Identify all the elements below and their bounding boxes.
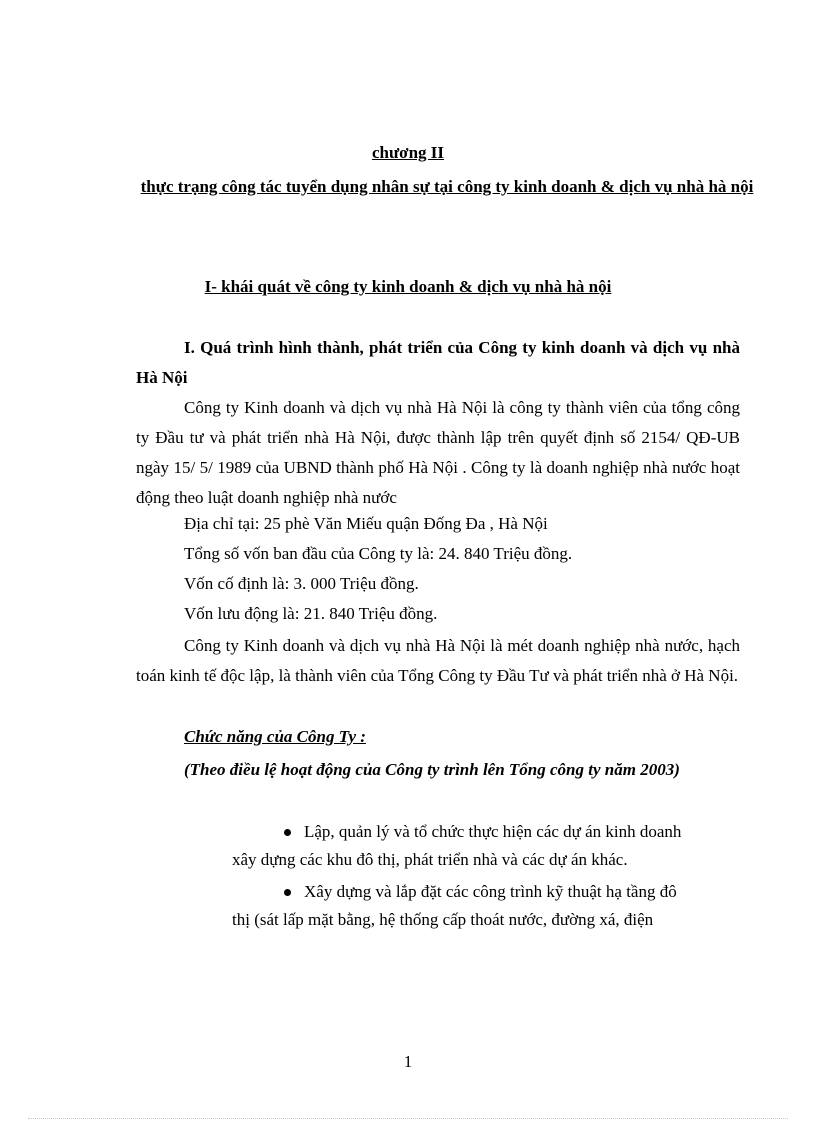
bullet-icon: [284, 829, 291, 836]
chapter-subtitle: thực trạng công tác tuyển dụng nhân sự tại công ty kinh doanh & dịch vụ nhà hà nội: [140, 177, 754, 196]
functions-heading: Chức năng của Công Ty :: [184, 727, 366, 746]
bullet-icon: [284, 889, 291, 896]
list-item-first-line: Lập, quản lý và tổ chức thực hiện các dự án kinh doanh: [304, 822, 682, 841]
list-item-first-line: Xây dựng và lắp đặt các công trình kỹ thuật hạ tầng đô: [304, 882, 677, 901]
page-divider: [28, 1118, 788, 1119]
chapter-label: chương II: [371, 143, 445, 162]
list-item: [232, 878, 740, 934]
address-line: Địa chỉ tại: 25 phè Văn Miếu quận Đống Đa , Hà Nội: [184, 514, 548, 533]
section-heading: I- khái quát về công ty kinh doanh & dịch vụ nhà hà nội: [204, 277, 612, 296]
charter-note: (Theo điều lệ hoạt động của Công ty trình lên Tổng công ty năm 2003): [184, 760, 680, 779]
list-item-continuation: thị (sát lấp mặt bằng, hệ thống cấp thoát nước, đường xá, điện: [232, 910, 654, 929]
list-item-continuation: xây dựng các khu đô thị, phát triển nhà và các dự án khác.: [232, 850, 628, 869]
capital-total-line: Tổng số vốn ban đầu của Công ty là: 24. 840 Triệu đồng.: [184, 544, 573, 563]
capital-working-line: Vốn lưu động là: 21. 840 Triệu đồng.: [184, 604, 438, 623]
status-paragraph: Công ty Kinh doanh và dịch vụ nhà Hà Nội là mét doanh nghiệp nhà nước, hạch toán kinh tế độc lập, là thành viên của Tổng Công ty Đầu Tư và phát triển nhà ở Hà Nội.: [136, 636, 740, 685]
subsection-title: I. Quá trình hình thành, phát triển của Công ty kinh doanh và dịch vụ nhà Hà Nội: [136, 338, 740, 387]
page-number: 1: [403, 1052, 413, 1071]
intro-paragraph: Công ty Kinh doanh và dịch vụ nhà Hà Nội là công ty thành viên của tổng công ty Đầu tư và phát triển nhà Hà Nội, được thành lập trên quyết định số 2154/ QĐ-UB ngày 15/ 5/ 1989 của UBND thành phố Hà Nội . Công ty là doanh nghiệp nhà nước hoạt động theo luật doanh nghiệp nhà nước: [136, 398, 740, 507]
capital-fixed-line: Vốn cố định là: 3. 000 Triệu đồng.: [184, 574, 419, 593]
list-item: [232, 818, 740, 874]
